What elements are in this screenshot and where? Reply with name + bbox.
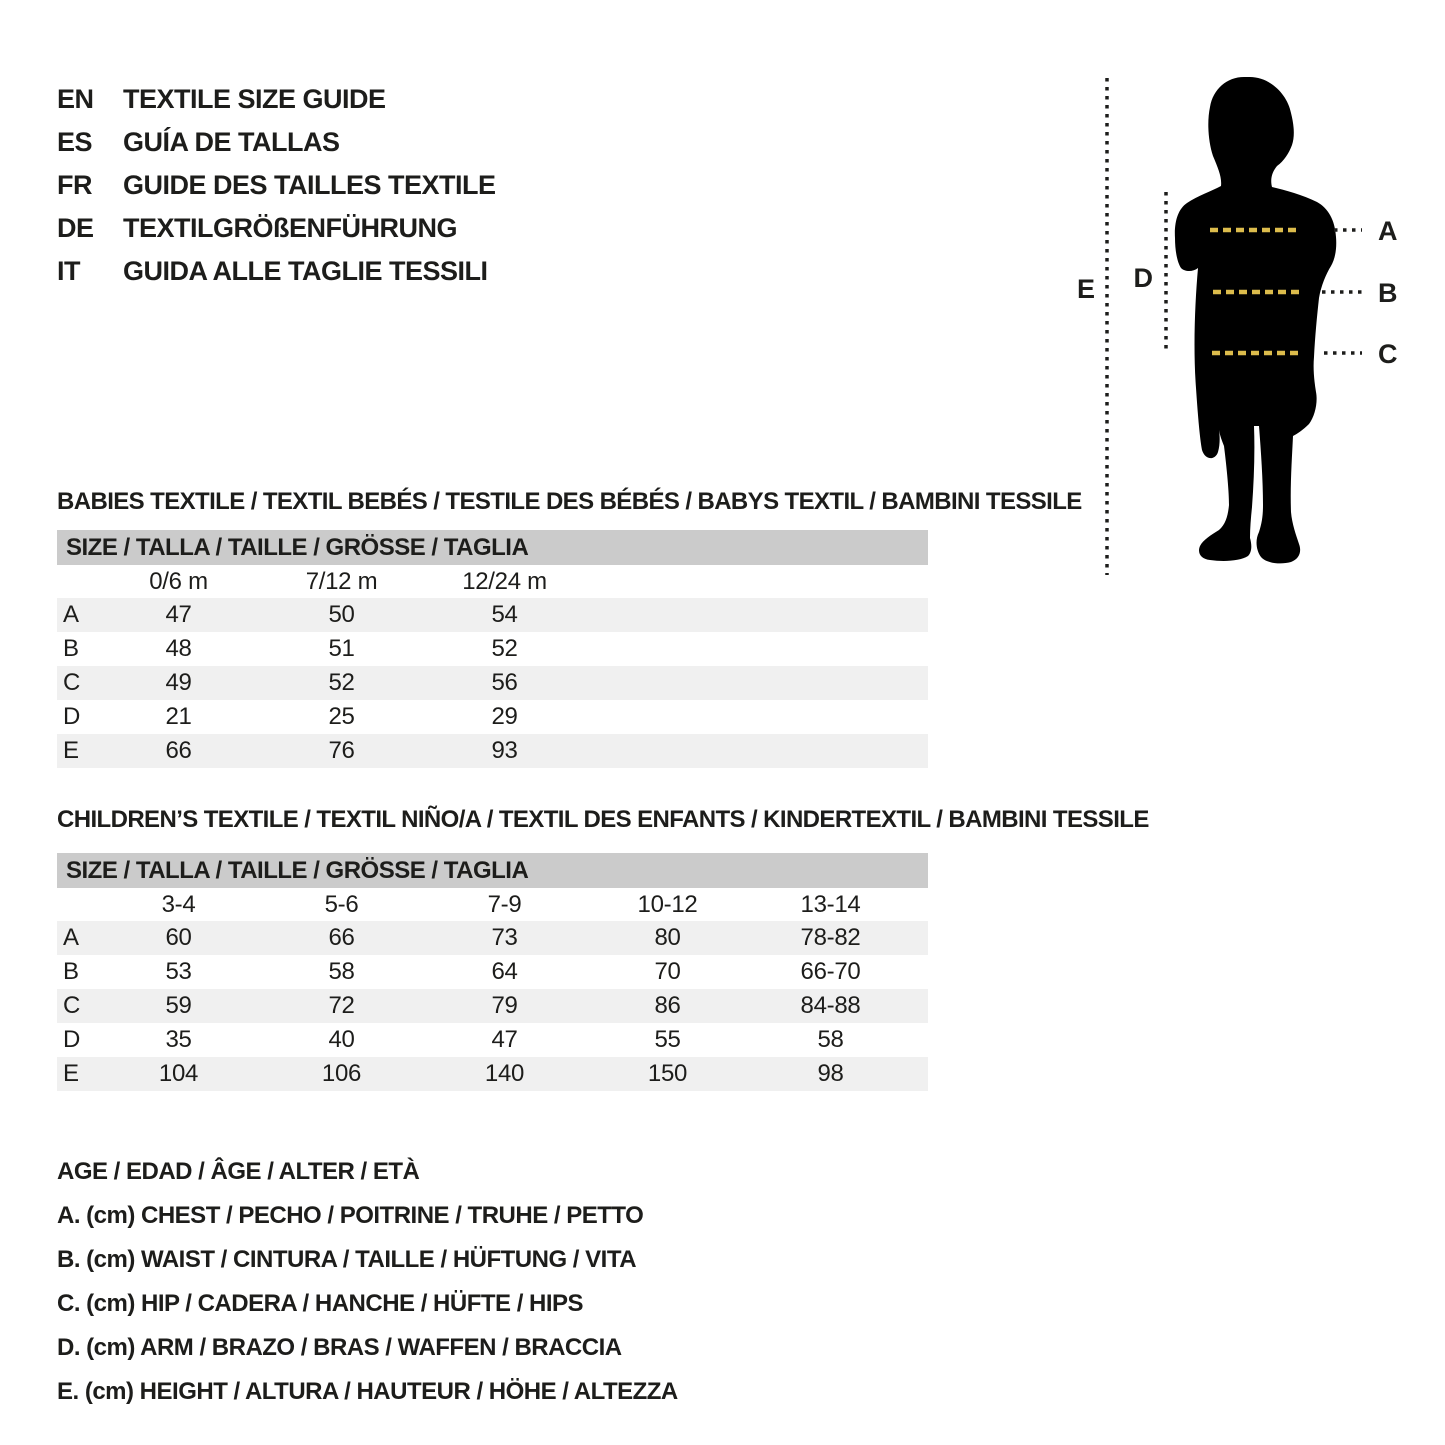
language-code: ES	[57, 127, 93, 157]
children-table-title: CHILDREN’S TEXTILE / TEXTIL NIÑO/A / TEXTIL DES ENFANTS / KINDERTEXTIL / BAMBINI TESSILE	[57, 806, 1149, 833]
legend-line-chest: A. (cm) CHEST / PECHO / POITRINE / TRUHE / PETTO	[57, 1202, 644, 1229]
legend-line-hip: C. (cm) HIP / CADERA / HANCHE / HÜFTE / HIPS	[57, 1290, 584, 1317]
cell-value: 98	[817, 1060, 844, 1087]
row-label: E	[63, 737, 79, 764]
table-row	[57, 632, 928, 666]
cell-value: 47	[165, 601, 192, 628]
language-code: IT	[57, 256, 80, 286]
column-header: 3-4	[161, 890, 196, 918]
column-header: 0/6 m	[149, 567, 208, 595]
legend-line-age: AGE / EDAD / ÂGE / ALTER / ETÀ	[57, 1158, 420, 1185]
row-label: A	[63, 924, 79, 951]
cell-value: 70	[654, 958, 681, 985]
table-row	[57, 955, 928, 989]
measurement-legend	[57, 1150, 678, 1414]
cell-value: 50	[328, 601, 355, 628]
language-code: FR	[57, 170, 92, 200]
row-label: D	[63, 703, 81, 730]
language-title: GUÍA DE TALLAS	[123, 127, 340, 157]
cell-value: 72	[328, 992, 355, 1019]
measure-label-e: E	[1076, 274, 1095, 304]
cell-value: 55	[654, 1026, 681, 1053]
cell-value: 78-82	[800, 924, 861, 951]
cell-value: 106	[321, 1060, 362, 1087]
row-label: E	[63, 1060, 79, 1087]
cell-value: 86	[654, 992, 681, 1019]
table-row	[57, 598, 928, 632]
size-header-label: SIZE / TALLA / TAILLE / GRÖSSE / TAGLIA	[66, 856, 529, 884]
cell-value: 49	[165, 669, 192, 696]
column-header: 7-9	[487, 890, 522, 918]
row-label: C	[63, 669, 81, 696]
cell-value: 52	[328, 669, 355, 696]
cell-value: 84-88	[800, 992, 861, 1019]
column-header: 12/24 m	[462, 567, 547, 595]
cell-value: 76	[328, 737, 355, 764]
size-header-label: SIZE / TALLA / TAILLE / GRÖSSE / TAGLIA	[66, 533, 529, 561]
cell-value: 66-70	[800, 958, 861, 985]
measure-label-d: D	[1133, 263, 1153, 293]
measure-label-b: B	[1378, 278, 1398, 308]
children-size-table	[57, 853, 928, 1091]
language-row	[57, 78, 496, 121]
cell-value: 52	[491, 635, 518, 662]
cell-value: 21	[165, 703, 192, 730]
size-header-bar	[57, 853, 928, 888]
table-row	[57, 989, 928, 1023]
cell-value: 140	[484, 1060, 525, 1087]
cell-value: 35	[165, 1026, 192, 1053]
language-row	[57, 164, 496, 207]
row-label: D	[63, 1026, 81, 1053]
cell-value: 25	[328, 703, 355, 730]
cell-value: 73	[491, 924, 518, 951]
cell-value: 79	[491, 992, 518, 1019]
table-row	[57, 734, 928, 768]
column-header: 10-12	[637, 890, 698, 918]
babies-table-title: BABIES TEXTILE / TEXTIL BEBÉS / TESTILE DES BÉBÉS / BABYS TEXTIL / BAMBINI TESSILE	[57, 488, 1082, 515]
cell-value: 56	[491, 669, 518, 696]
cell-value: 66	[165, 737, 192, 764]
cell-value: 48	[165, 635, 192, 662]
column-header: 5-6	[324, 890, 359, 918]
table-row	[57, 1023, 928, 1057]
cell-value: 93	[491, 737, 518, 764]
language-row	[57, 250, 496, 293]
cell-value: 80	[654, 924, 681, 951]
cell-value: 150	[647, 1060, 688, 1087]
row-label: C	[63, 992, 81, 1019]
language-row	[57, 207, 496, 250]
measure-label-a: A	[1378, 216, 1398, 246]
cell-value: 54	[491, 601, 518, 628]
language-title: TEXTILE SIZE GUIDE	[123, 84, 386, 114]
cell-value: 104	[158, 1060, 199, 1087]
child-silhouette	[1175, 77, 1336, 563]
column-header: 7/12 m	[305, 567, 378, 595]
cell-value: 47	[491, 1026, 518, 1053]
cell-value: 53	[165, 958, 192, 985]
language-header	[57, 78, 496, 293]
cell-value: 58	[328, 958, 355, 985]
language-title: GUIDA ALLE TAGLIE TESSILI	[123, 256, 488, 286]
row-label: B	[63, 958, 79, 985]
cell-value: 51	[328, 635, 355, 662]
table-row	[57, 1057, 928, 1091]
legend-line-arm: D. (cm) ARM / BRAZO / BRAS / WAFFEN / BRACCIA	[57, 1334, 622, 1361]
language-title: TEXTILGRÖßENFÜHRUNG	[123, 213, 457, 243]
row-label: B	[63, 635, 79, 662]
measure-label-c: C	[1378, 339, 1398, 369]
language-code: DE	[57, 213, 94, 243]
cell-value: 58	[817, 1026, 844, 1053]
row-label: A	[63, 601, 79, 628]
column-header-row	[57, 888, 928, 921]
cell-value: 40	[328, 1026, 355, 1053]
cell-value: 66	[328, 924, 355, 951]
language-code: EN	[57, 84, 94, 114]
cell-value: 64	[491, 958, 518, 985]
table-row	[57, 921, 928, 955]
language-row	[57, 121, 496, 164]
child-silhouette-figure	[1060, 60, 1445, 600]
cell-value: 60	[165, 924, 192, 951]
column-header: 13-14	[800, 890, 861, 918]
cell-value: 59	[165, 992, 192, 1019]
cell-value: 29	[491, 703, 518, 730]
language-title: GUIDE DES TAILLES TEXTILE	[123, 170, 496, 200]
column-header-row	[57, 565, 928, 598]
table-row	[57, 666, 928, 700]
legend-line-height: E. (cm) HEIGHT / ALTURA / HAUTEUR / HÖHE / ALTEZZA	[57, 1378, 678, 1405]
table-row	[57, 700, 928, 734]
size-header-bar	[57, 530, 928, 565]
legend-line-waist: B. (cm) WAIST / CINTURA / TAILLE / HÜFTUNG / VITA	[57, 1246, 637, 1273]
babies-size-table	[57, 530, 928, 768]
